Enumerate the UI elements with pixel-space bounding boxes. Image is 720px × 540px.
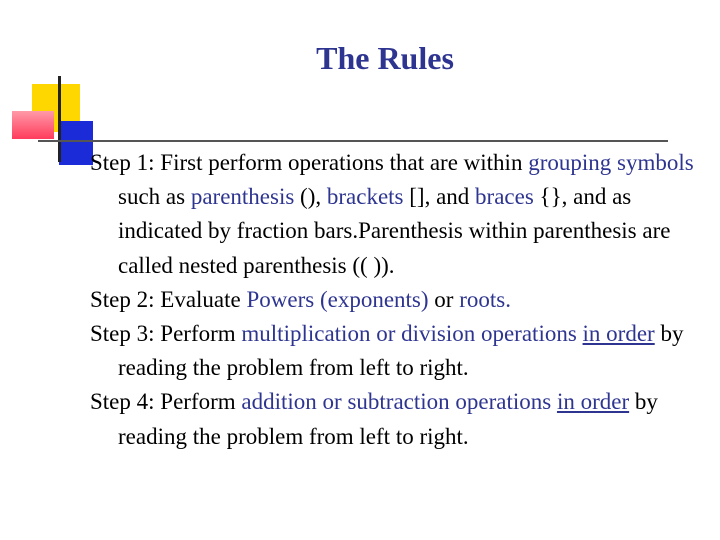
- step-text: Step 1: First perform operations that are within: [90, 150, 529, 175]
- decor-blue-square: [59, 121, 93, 165]
- step-text: Step 4: Perform: [90, 389, 242, 415]
- slide-title: The Rules: [316, 40, 454, 76]
- step-text: (),: [294, 184, 327, 210]
- underlined-term: in order: [582, 321, 655, 347]
- step-text: by reading the problem from left to right.: [118, 321, 684, 381]
- step-text: {}, and as indicated by fraction bars.Parenthesis within parenthesis are called nested parenthesis (( )).: [118, 184, 671, 278]
- step-text: such as: [118, 184, 191, 210]
- rule-step-4: [90, 385, 710, 453]
- rule-step-3: [90, 317, 710, 385]
- highlighted-term: parenthesis: [190, 184, 295, 210]
- step-text: Step 2: Evaluate: [90, 286, 247, 312]
- decor-pink-square: [12, 111, 54, 139]
- highlighted-term: Powers (exponents): [246, 286, 429, 312]
- step-text: by reading the problem from left to right.: [118, 389, 658, 449]
- highlighted-term: brackets: [326, 184, 404, 210]
- rule-step-2: [90, 283, 710, 317]
- highlighted-term: roots.: [459, 286, 511, 312]
- highlighted-term: grouping symbols: [528, 150, 694, 175]
- rules-list: [90, 146, 710, 454]
- step-text: Step 3: Perform: [90, 321, 242, 347]
- highlighted-term: braces: [475, 184, 534, 210]
- step-text: [], and: [403, 184, 476, 210]
- decor-vertical-line: [58, 76, 61, 162]
- underlined-term: in order: [556, 389, 630, 415]
- highlighted-term: multiplication or division operations: [241, 321, 577, 347]
- highlighted-term: addition or subtraction operations: [241, 389, 552, 415]
- title-divider-line: [38, 140, 668, 142]
- step-text: or: [428, 286, 460, 312]
- rule-step-1: [90, 146, 710, 283]
